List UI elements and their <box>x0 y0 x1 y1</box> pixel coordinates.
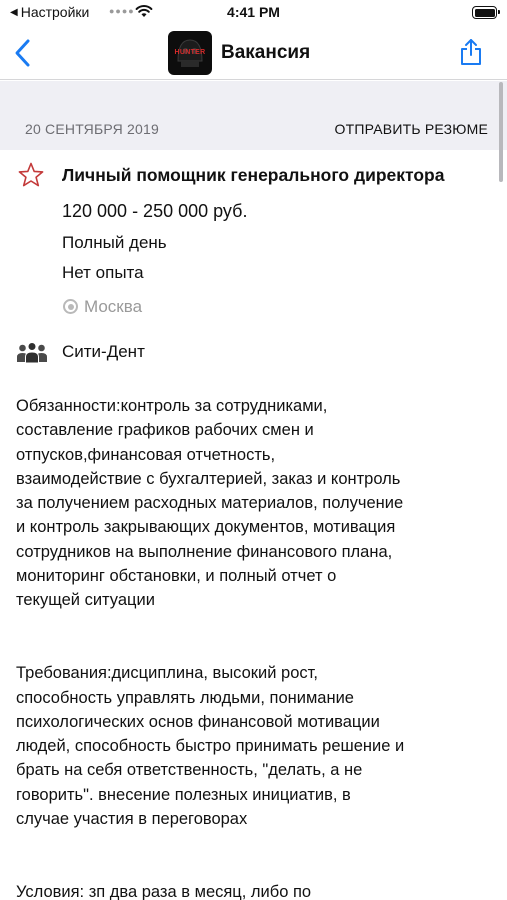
people-group-icon <box>16 340 48 364</box>
navigation-bar <box>0 26 507 80</box>
battery-icon <box>472 6 497 19</box>
vacancy-title: Личный помощник генерального директора <box>62 165 445 185</box>
post-date: 20 СЕНТЯБРЯ 2019 <box>25 121 159 137</box>
salary: 120 000 - 250 000 руб. <box>62 201 248 221</box>
location: Москва <box>84 297 143 316</box>
nav-title-group <box>168 30 310 76</box>
scroll-indicator[interactable] <box>499 82 503 182</box>
location-dot-icon <box>63 299 78 314</box>
star-outline-icon[interactable] <box>17 161 45 189</box>
page-title: Вакансия <box>221 42 311 63</box>
send-resume-button[interactable]: ОТПРАВИТЬ РЕЗЮМЕ <box>334 121 488 137</box>
schedule: Полный день <box>62 233 167 252</box>
hunter-logo <box>168 31 212 75</box>
company-name[interactable]: Сити-Дент <box>62 342 145 361</box>
logo-text: HUNTER <box>174 49 206 56</box>
chevron-left-icon[interactable] <box>12 38 36 68</box>
status-back-app-label: Настройки <box>20 4 90 20</box>
signal-dots-icon: ●●●● <box>109 6 135 16</box>
status-bar <box>0 0 507 26</box>
experience: Нет опыта <box>62 263 144 282</box>
back-triangle-icon: ◀ <box>10 6 18 18</box>
vacancy-header-band <box>0 81 507 150</box>
share-icon[interactable] <box>459 38 483 66</box>
vacancy-description: Обязанности:контроль за сотрудниками, составление графиков рабочих смен и отпусков,финансовая отчетность, взаимодействие с бухгалтерией, заказ и контроль за получением расходных материалов, получение и контроль закрывающих документов, мотивация сотрудников на выполнение финансового плана, мониторинг обстановки, и полный отчет о текущей ситуации Требования:дисциплина, высокий рост, способность управлять людьми, понимание психологических основ финансовой мотивации людей, способность быстро принимать решение и брать на себя ответственность, "делать, а не говорить". внесение полезных инициатив, в случае участия в переговорах Условия: зп два раза в месяц, либо по <box>16 397 405 900</box>
status-time: 4:41 PM <box>227 4 280 20</box>
